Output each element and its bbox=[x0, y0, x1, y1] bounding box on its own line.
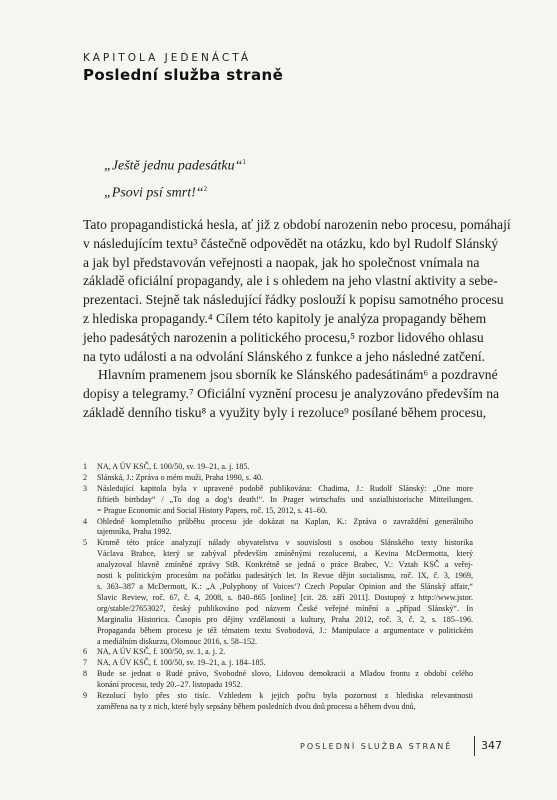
footnote-text: Rezolucí bylo přes sto tisíc. Vzhledem k jejich počtu byla pozornost z hlediska relevantnosti bbox=[97, 691, 473, 701]
body-line: z hlediska propagandy.⁴ Cílem této kapitoly je analýza propagandy během bbox=[83, 310, 487, 326]
footnote-line bbox=[83, 462, 473, 473]
body-text bbox=[83, 216, 511, 423]
body-line: jeho padesátých narozenin a politického procesu,⁵ rozbor lidového ohlasu bbox=[83, 329, 484, 345]
chapter-label: KAPITOLA JEDENÁCTÁ bbox=[83, 52, 252, 64]
motto-line bbox=[104, 185, 246, 202]
footnote-text: Václava Brabce, který se zabýval především zmíněnými rezolucemi, a Kevina McDermotta, který bbox=[97, 549, 473, 559]
chapter-mottos bbox=[104, 158, 246, 211]
footnote-line bbox=[83, 647, 473, 658]
footnote-text: = Prague Economic and Social History Papers, roč. 15, 2012, s. 41–60. bbox=[97, 505, 328, 515]
footnote-number: 6 bbox=[83, 647, 88, 657]
footnote-line bbox=[83, 538, 473, 549]
chapter-title: Poslední služba straně bbox=[83, 66, 284, 84]
footnote-text: konání procesu, tedy 20.–27. listopadu 1952. bbox=[97, 680, 243, 690]
footnote-text: NA, A ÚV KSČ, f. 100/50, sv. 19–21, a. j. 185. bbox=[97, 462, 250, 471]
footnote-text: fiftieth birthday“ / „To dog a dog’s death!“. In Prager wirtschafts und sozialhistorische Mitteilungen. bbox=[97, 494, 473, 504]
footnote-number: 3 bbox=[83, 483, 88, 493]
footnote-number: 8 bbox=[83, 669, 88, 679]
footnote-line bbox=[83, 658, 473, 669]
page-number: 347 bbox=[481, 739, 502, 752]
body-line: základě denního tisku⁸ a využity byly i rezoluce⁹ posílané během procesu, bbox=[83, 404, 487, 420]
footnote-number: 2 bbox=[83, 472, 88, 482]
footnote-text: Bude se jednat o Rudé právo, Svobodné slovo, Lidovou demokracii a Mladou frontu z období celého bbox=[97, 669, 473, 679]
footnote-text: a mediálním diskurzu, Olomouc 2016, s. 58–152. bbox=[97, 636, 258, 646]
footnote-line bbox=[83, 527, 473, 538]
footnote-text: Ohledně kompletního průběhu procesu jde dokázat na Kaplan, K.: Zpráva o zavraždění generálního bbox=[97, 516, 473, 526]
footnote-line bbox=[83, 484, 473, 495]
footnote-line bbox=[83, 604, 473, 615]
footnote-text: NA, A ÚV KSČ, f. 100/50, sv. 19–21, a. j. 184–185. bbox=[97, 658, 266, 668]
footnote-text: Slavic Review, roč. 67, č. 4, 2008, s. 840–865 [online] [cit. 28. září 2011]. Dostupný z http://www.jstor. bbox=[97, 592, 473, 602]
footnote-text: Marginalia Historica. Časopis pro dějiny vzdělanosti a kultury, Praha 2012, roč. 3, č. 2, s. 185–196. bbox=[97, 614, 473, 624]
footnote-line bbox=[83, 560, 473, 571]
motto-text: „Psovi psí smrt!“ bbox=[104, 185, 204, 201]
running-footer-title: POSLEDNÍ SLUŽBA STRANĚ bbox=[300, 742, 453, 751]
footnote-line bbox=[83, 593, 473, 604]
footnote-line bbox=[83, 571, 473, 582]
body-line: na tyto události a na odvolání Slánského z funkce a jeho následné zatčení. bbox=[83, 348, 486, 364]
footnote-line bbox=[83, 506, 473, 517]
footnote-text: zaměřena na ty z nich, které byly sepsány během posledních dvou dnů procesu a během dvou dnů, bbox=[97, 701, 416, 711]
footnote-line bbox=[83, 473, 473, 484]
footnote-line bbox=[83, 637, 473, 648]
body-line: dopisy a telegramy.⁷ Oficiální vyznění procesu je analyzováno především na bbox=[83, 386, 500, 402]
body-line: a jak byl představován veřejnosti a naopak, jak ho společnost vnímala na bbox=[83, 254, 480, 270]
footnote-number: 7 bbox=[83, 658, 88, 668]
footnote-ref: 2 bbox=[203, 184, 208, 193]
footnote-line bbox=[83, 582, 473, 593]
motto-text: „Ještě jednu padesátku“ bbox=[104, 158, 243, 174]
footnote-ref: 1 bbox=[242, 158, 246, 166]
footnote-text: NA, A ÚV KSČ, f. 100/50, sv. 1, a. j. 2. bbox=[97, 647, 226, 657]
footnote-text: analyzoval hlavně zmíněné zprávy StB. Konkrétně se jedná o práce Brabec, V.: Vztah KSČ a veřej- bbox=[97, 560, 473, 570]
footnote-text: Propaganda během procesu je též tématem textu Svobodová, J.: Manipulace a argumentace v politickém bbox=[97, 625, 473, 635]
footer-divider bbox=[474, 736, 475, 756]
footnote-line bbox=[83, 495, 473, 506]
footnote-line bbox=[83, 517, 473, 528]
footnote-line bbox=[83, 702, 473, 713]
motto-line bbox=[104, 158, 246, 175]
footnote-number: 5 bbox=[83, 538, 88, 548]
footnote-line bbox=[83, 615, 473, 626]
footnote-line bbox=[83, 549, 473, 560]
footnote-text: Následující kapitola byla v upravené podobě publikována: Chadima, J.: Rudolf Slánský: „One more bbox=[97, 483, 473, 493]
footnote-text: Slánská, J.: Zpráva o mém muži, Praha 1990, s. 40. bbox=[97, 472, 264, 482]
footnote-number: 9 bbox=[83, 691, 88, 701]
footnote-line bbox=[83, 680, 473, 691]
body-line: v následujícím textu³ částečně odpovědět na otázku, kdo byl Rudolf Slánský bbox=[83, 235, 499, 251]
footnote-line bbox=[83, 669, 473, 680]
body-line: Tato propagandistická hesla, ať již z období narozenin nebo procesu, pomáhají bbox=[83, 217, 511, 232]
footnote-text: org/stable/27653027, český publikováno pod názvem České veřejné mínění a „případ Slánský“. In bbox=[97, 603, 473, 613]
footnotes bbox=[83, 462, 473, 713]
footnote-text: nosti k politickým procesům na počátku padesátých let. In Revue dějin socialismu, roč. IX, č. 3, 1969, bbox=[97, 571, 473, 581]
footnote-line bbox=[83, 691, 473, 702]
body-line: základě oficiální propagandy, ale i s ohledem na jeho vlastní aktivity a sebe- bbox=[83, 273, 498, 289]
footnote-text: s. 363–387 a McDermott, K.: „A ‚Polyphony of Voices‘? Czech Popular Opinion and the Slánský affair,“ bbox=[97, 581, 473, 591]
footnote-text: tajemníka, Praha 1992. bbox=[97, 527, 172, 537]
footnote-number: 1 bbox=[83, 462, 88, 471]
body-line: prezentaci. Stejně tak následující řádky poslouží k popisu samotného procesu bbox=[83, 292, 504, 308]
body-line: Hlavním pramenem jsou sborník ke Slánského padesátinám⁶ a pozdravné bbox=[98, 367, 498, 383]
footnote-text: Kromě této práce analyzují nálady obyvatelstva v souvislosti s osobou Slánského texty historika bbox=[97, 538, 473, 548]
footnote-line bbox=[83, 626, 473, 637]
footnote-number: 4 bbox=[83, 516, 88, 526]
